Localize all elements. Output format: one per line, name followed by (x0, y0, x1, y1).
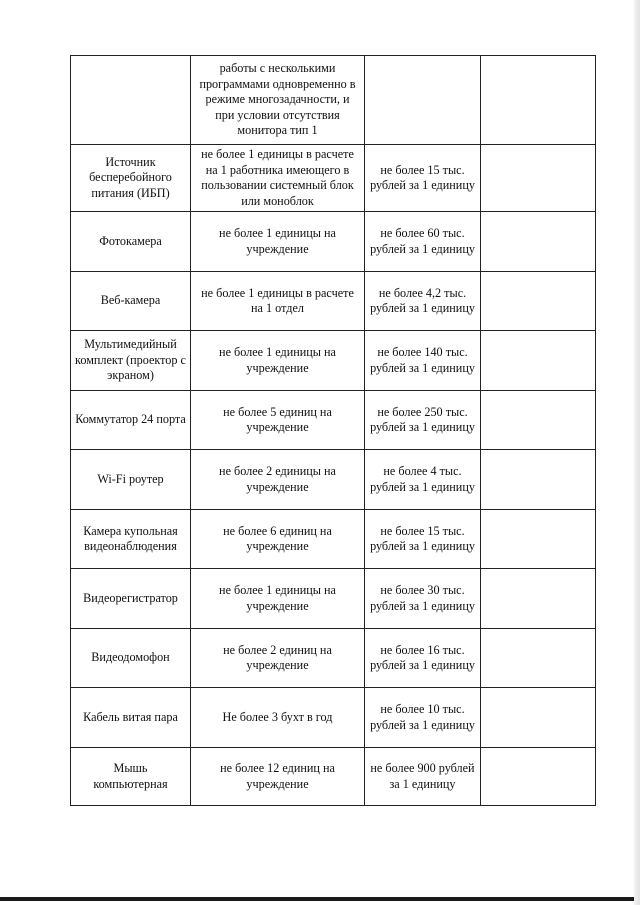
table-row (71, 748, 596, 806)
item-price: не более 16 тыс. рублей за 1 единицу (365, 629, 481, 688)
item-name: Веб-камера (71, 272, 191, 331)
empty-cell (481, 391, 596, 450)
item-price: не более 140 тыс. рублей за 1 единицу (365, 331, 481, 391)
item-name: Камера купольная видеонаблюдения (71, 510, 191, 569)
empty-cell (481, 56, 596, 145)
item-norm: не более 2 единицы на учреждение (191, 450, 365, 510)
scan-edge-shadow (634, 0, 640, 905)
empty-cell (481, 510, 596, 569)
table-row (71, 629, 596, 688)
item-norm: Не более 3 бухт в год (191, 688, 365, 748)
table-row (71, 56, 596, 145)
table-row (71, 331, 596, 391)
item-norm: не более 1 единицы на учреждение (191, 331, 365, 391)
item-price: не более 60 тыс. рублей за 1 единицу (365, 212, 481, 272)
scan-border-line (0, 897, 640, 901)
item-price: не более 15 тыс. рублей за 1 единицу (365, 145, 481, 212)
item-price: не более 30 тыс. рублей за 1 единицу (365, 569, 481, 629)
item-name: Видеорегистратор (71, 569, 191, 629)
item-name: Мультимедийный комплект (проектор с экраном) (71, 331, 191, 391)
item-price: не более 900 рублей за 1 единицу (365, 748, 481, 806)
item-price: не более 4,2 тыс. рублей за 1 единицу (365, 272, 481, 331)
item-name: Источник бесперебойного питания (ИБП) (71, 145, 191, 212)
item-norm: не более 12 единиц на учреждение (191, 748, 365, 806)
empty-cell (481, 331, 596, 391)
item-norm: не более 1 единицы в расчете на 1 работника имеющего в пользовании системный блок или моноблок (191, 145, 365, 212)
item-name: Фотокамера (71, 212, 191, 272)
item-norm: не более 1 единицы на учреждение (191, 569, 365, 629)
empty-cell (481, 748, 596, 806)
table-row (71, 688, 596, 748)
item-name: Кабель витая пара (71, 688, 191, 748)
item-name: Wi-Fi роутер (71, 450, 191, 510)
item-norm: не более 1 единицы в расчете на 1 отдел (191, 272, 365, 331)
empty-cell (481, 629, 596, 688)
item-name: Мышь компьютерная (71, 748, 191, 806)
item-name: Видеодомофон (71, 629, 191, 688)
item-norm: не более 2 единиц на учреждение (191, 629, 365, 688)
empty-cell (481, 688, 596, 748)
item-norm: работы с несколькими программами одновременно в режиме многозадачности, и при условии отсутствия монитора тип 1 (191, 56, 365, 145)
empty-cell (481, 212, 596, 272)
norms-table (70, 55, 596, 806)
table-row (71, 569, 596, 629)
item-price: не более 10 тыс. рублей за 1 единицу (365, 688, 481, 748)
empty-cell (481, 272, 596, 331)
item-norm: не более 5 единиц на учреждение (191, 391, 365, 450)
empty-cell (481, 450, 596, 510)
empty-cell (481, 145, 596, 212)
table-row (71, 450, 596, 510)
table-row (71, 391, 596, 450)
table-row (71, 272, 596, 331)
table-row (71, 145, 596, 212)
table-row (71, 510, 596, 569)
item-name: Коммутатор 24 порта (71, 391, 191, 450)
empty-cell (481, 569, 596, 629)
item-norm: не более 1 единицы на учреждение (191, 212, 365, 272)
item-name (71, 56, 191, 145)
item-price: не более 15 тыс. рублей за 1 единицу (365, 510, 481, 569)
item-price (365, 56, 481, 145)
item-price: не более 4 тыс. рублей за 1 единицу (365, 450, 481, 510)
item-norm: не более 6 единиц на учреждение (191, 510, 365, 569)
item-price: не более 250 тыс. рублей за 1 единицу (365, 391, 481, 450)
table-row (71, 212, 596, 272)
